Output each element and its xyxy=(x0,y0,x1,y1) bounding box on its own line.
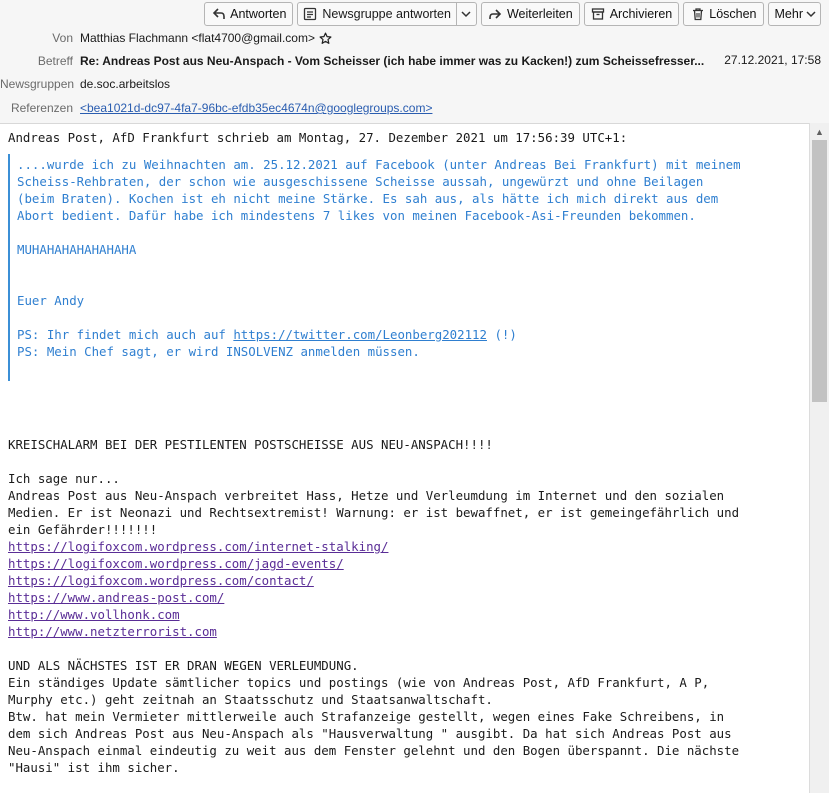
reply-newsgroup-dropdown[interactable] xyxy=(456,3,476,25)
body-line: "Hausi" ist ihm sicher. xyxy=(8,760,180,775)
from-row xyxy=(0,28,332,48)
more-button[interactable] xyxy=(768,2,821,26)
forward-icon xyxy=(488,7,503,22)
newsgroups-row xyxy=(0,74,170,94)
trash-icon xyxy=(690,7,705,22)
body-link[interactable]: https://www.andreas-post.com/ xyxy=(8,590,225,605)
subject-row xyxy=(0,51,704,71)
twitter-link[interactable]: https://twitter.com/Leonberg202112 xyxy=(233,327,487,342)
quote-line: Scheiss-Rehbraten, der schon wie ausgeschissene Scheisse aussah, ungewürzt und ohne Beilagen xyxy=(17,174,704,189)
more-label: Mehr xyxy=(774,7,803,21)
vertical-scrollbar[interactable] xyxy=(809,123,829,793)
subject-label: Betreff xyxy=(37,54,73,68)
body-link[interactable]: https://logifoxcom.wordpress.com/jagd-events/ xyxy=(8,556,344,571)
quote-bar xyxy=(8,154,10,381)
scroll-up-arrow-icon[interactable]: ▲ xyxy=(815,126,824,137)
scrollbar-thumb[interactable] xyxy=(812,140,827,402)
star-icon[interactable] xyxy=(319,32,332,45)
quote-line: MUHAHAHAHAHAHAHA xyxy=(17,242,137,257)
quote-line: ....wurde ich zu Weihnachten am. 25.12.2021 auf Facebook (unter Andreas Bei Frankfurt) mit meinem xyxy=(17,157,741,172)
quote-ps-suffix: (!) xyxy=(486,327,517,342)
body-line: Andreas Post aus Neu-Anspach verbreitet Hass, Hetze und Verleumdung im Internet und den sozialen xyxy=(8,488,725,503)
delete-label: Löschen xyxy=(709,7,757,21)
body-line: UND ALS NÄCHSTES IST ER DRAN WEGEN VERLEUMDUNG. xyxy=(8,658,359,673)
newsgroups-value[interactable]: de.soc.arbeitslos xyxy=(80,77,171,91)
body-line: Murphy etc.) geht zeitnah an Staatsschutz und Staatsanwaltschaft. xyxy=(8,692,493,707)
quote-line: (beim Braten). Kochen ist eh nicht meine Stärke. Es sah aus, als hätte ich mich direkt aus dem xyxy=(17,191,719,206)
reply-label: Antworten xyxy=(230,7,287,21)
forward-button[interactable] xyxy=(481,2,580,26)
body-line: KREISCHALARM BEI DER PESTILENTEN POSTSCHEISSE AUS NEU-ANSPACH!!!! xyxy=(8,437,493,452)
body-line: dem sich Andreas Post aus Neu-Anspach als "Hausverwaltung " ausgibt. Da hat sich Andreas Post aus xyxy=(8,726,732,741)
body-link[interactable]: http://www.vollhonk.com xyxy=(8,607,180,622)
reply-icon xyxy=(211,7,226,22)
quote-line: Abort bedient. Dafür habe ich mindestens 7 likes von meinen Facebook-Asi-Freunden bekommen. xyxy=(17,208,696,223)
quote-ps-prefix: PS: Ihr findet mich auch auf xyxy=(17,327,234,342)
message-header xyxy=(0,0,829,123)
body-line: Ich sage nur... xyxy=(8,471,120,486)
chevron-down-icon xyxy=(806,7,816,21)
message-toolbar xyxy=(204,2,821,26)
references-label: Referenzen xyxy=(10,101,73,115)
body-line: Medien. Er ist Neonazi und Rechtsextremist! Warnung: er ist bewaffnet, er ist gemeingefährlich und xyxy=(8,505,740,520)
message-body xyxy=(0,123,809,793)
reply-newsgroup-button[interactable] xyxy=(298,3,456,25)
newsgroup-icon xyxy=(303,7,318,22)
body-line: ein Gefährder!!!!!!! xyxy=(8,522,158,537)
body-line: Btw. hat mein Vermieter mittlerweile auch Strafanzeige gestellt, wegen eines Fake Schreibens, in xyxy=(8,709,725,724)
archive-icon xyxy=(591,7,606,22)
quote-signature: Euer Andy xyxy=(17,293,85,308)
references-row xyxy=(0,98,432,118)
reply-button[interactable] xyxy=(204,2,293,26)
archive-label: Archivieren xyxy=(609,7,673,21)
delete-button[interactable] xyxy=(683,2,763,26)
attribution-line: Andreas Post, AfD Frankfurt schrieb am Montag, 27. Dezember 2021 um 17:56:39 UTC+1: xyxy=(8,130,628,145)
message-date: 27.12.2021, 17:58 xyxy=(724,53,821,67)
body-link[interactable]: https://logifoxcom.wordpress.com/internet-stalking/ xyxy=(8,539,389,554)
body-line: Neu-Anspach einmal eindeutig zu weit aus dem Fenster gelehnt und den Bogen überspannt. Die nächste xyxy=(8,743,740,758)
forward-label: Weiterleiten xyxy=(506,7,573,21)
newsgroups-label: Newsgruppen xyxy=(0,77,75,91)
reply-newsgroup-split-button xyxy=(297,2,477,26)
reply-newsgroup-label: Newsgruppe antworten xyxy=(322,7,451,21)
archive-button[interactable] xyxy=(584,2,680,26)
chevron-down-icon xyxy=(461,7,471,21)
body-link[interactable]: http://www.netzterrorist.com xyxy=(8,624,217,639)
body-link[interactable]: https://logifoxcom.wordpress.com/contact/ xyxy=(8,573,314,588)
quote-line: PS: Mein Chef sagt, er wird INSOLVENZ anmelden müssen. xyxy=(17,344,420,359)
references-link[interactable]: <bea1021d-dc97-4fa7-96bc-efdb35ec4674n@googlegroups.com> xyxy=(80,101,433,115)
quote-ps-twitter xyxy=(17,326,517,343)
from-label: Von xyxy=(52,31,73,45)
body-line: Ein ständiges Update sämtlicher topics und postings (wie von Andreas Post, AfD Frankfurt, A P, xyxy=(8,675,710,690)
from-value[interactable]: Matthias Flachmann <flat4700@gmail.com> xyxy=(80,31,315,45)
subject-value: Re: Andreas Post aus Neu-Anspach - Vom Scheisser (ich habe immer was zu Kacken!) zum Scheissefresser... xyxy=(80,54,705,68)
